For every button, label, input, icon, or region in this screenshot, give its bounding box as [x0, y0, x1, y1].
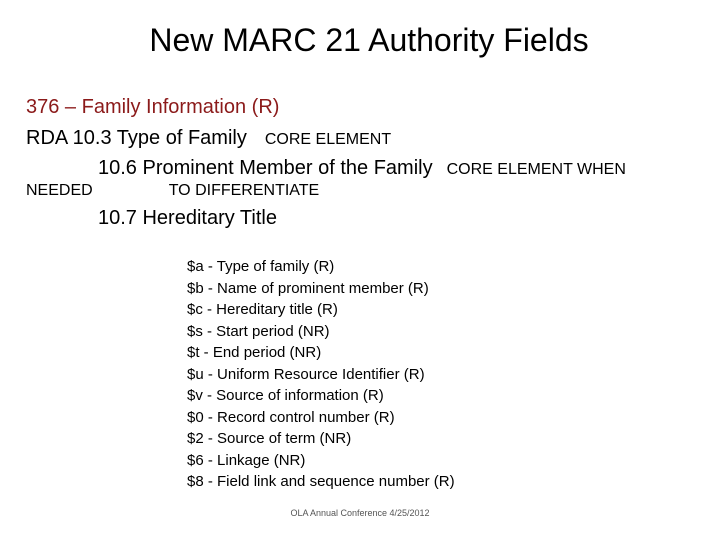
- subfield-6: $6 - Linkage (NR): [187, 451, 306, 469]
- subfield-c: $c - Hereditary title (R): [187, 301, 338, 318]
- footer: OLA Annual Conference 4/25/2012: [290, 508, 430, 518]
- subfield-0: $0 - Record control number (R): [187, 408, 395, 426]
- rda-line-needed: [26, 180, 319, 202]
- subfield-a: $a - Type of family (R): [187, 258, 335, 275]
- needed-text: NEEDED: [26, 182, 93, 199]
- core-element-when-tag: CORE ELEMENT WHEN: [446, 161, 626, 178]
- to-differentiate-text: TO DIFFERENTIATE: [168, 182, 320, 199]
- subfield-v: $v - Source of information (R): [187, 387, 384, 404]
- subfield-list: [187, 256, 455, 493]
- subfield-2: $2 - Source of term (NR): [187, 430, 352, 447]
- subfield-8: $8 - Field link and sequence number (R): [187, 473, 455, 490]
- rda-line-type-of-family: [26, 125, 391, 153]
- field-heading: 376 – Family Information (R): [26, 96, 280, 118]
- subfield-s: $s - Start period (NR): [187, 322, 330, 340]
- core-element-tag: CORE ELEMENT: [264, 131, 392, 148]
- subfield-b: $b - Name of prominent member (R): [187, 279, 429, 297]
- rda-type-of-family: RDA 10.3 Type of Family: [26, 127, 247, 149]
- subfield-t: $t - End period (NR): [187, 344, 322, 361]
- subfield-u: $u - Uniform Resource Identifier (R): [187, 365, 425, 383]
- slide-title: New MARC 21 Authority Fields: [149, 22, 589, 58]
- rda-hereditary-title: 10.7 Hereditary Title: [98, 207, 277, 229]
- rda-prominent-member: 10.6 Prominent Member of the Family: [98, 157, 433, 179]
- rda-line-prominent-member: [98, 155, 626, 183]
